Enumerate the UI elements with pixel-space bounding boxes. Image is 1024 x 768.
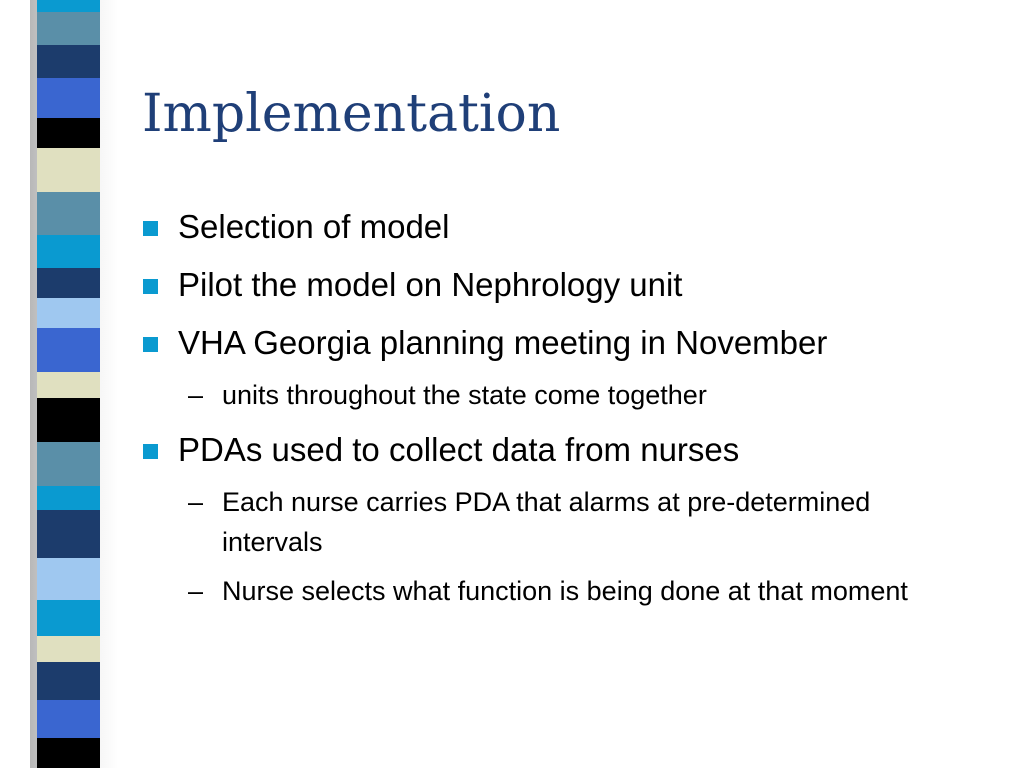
bullet-text: Pilot the model on Nephrology unit — [178, 266, 683, 303]
sub-bullet-text: Nurse selects what function is being done at that moment — [222, 576, 908, 606]
slide-title: Implementation — [142, 84, 561, 144]
bullet-text: PDAs used to collect data from nurses — [178, 431, 740, 468]
square-bullet-icon — [143, 337, 158, 352]
dash-icon: – — [188, 487, 204, 517]
square-bullet-icon — [143, 279, 158, 294]
bullet-text: VHA Georgia planning meeting in November — [178, 324, 828, 361]
dash-icon: – — [188, 576, 204, 606]
bullet-text: Selection of model — [178, 208, 450, 245]
dash-icon: – — [188, 380, 204, 410]
sub-bullet-text: Each nurse carries PDA that alarms at pre-determined intervals — [222, 487, 871, 557]
square-bullet-icon — [143, 221, 158, 236]
square-bullet-icon — [143, 444, 158, 459]
sub-bullet-text: units throughout the state come together — [222, 380, 707, 410]
